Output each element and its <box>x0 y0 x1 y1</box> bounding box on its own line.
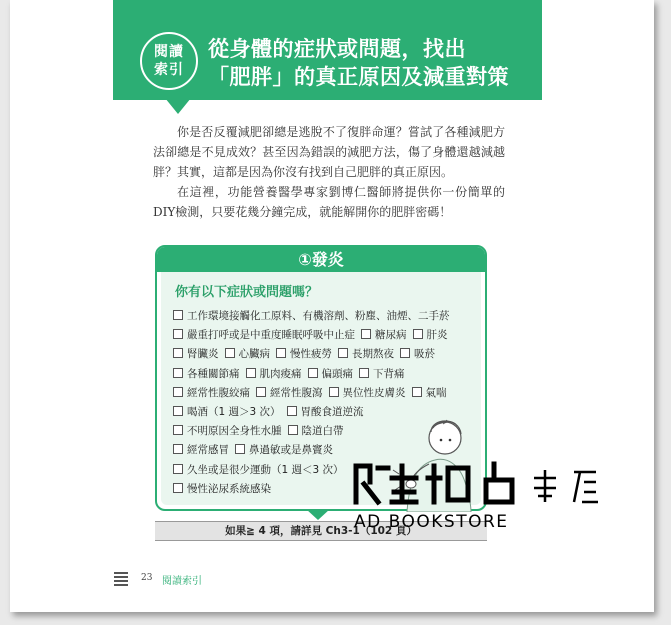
checklist-row <box>173 345 473 364</box>
symptom-label: 肝炎 <box>426 329 448 342</box>
checkbox[interactable] <box>413 329 423 339</box>
checkbox[interactable] <box>288 425 298 435</box>
checklist-row <box>173 384 473 403</box>
checkbox[interactable] <box>173 348 183 358</box>
symptom-label: 吸菸 <box>414 348 435 361</box>
checkbox[interactable] <box>276 348 286 358</box>
symptom-label: 經常性腹絞痛 <box>187 386 250 399</box>
symptom-label: 經常性腹瀉 <box>270 386 323 399</box>
intro-paragraph-2: 在這裡，功能營養醫學專家劉博仁醫師將提供你一份簡單的DIY檢測，只要花幾分鐘完成，就能解開你的肥胖密碼！ <box>153 185 505 219</box>
checklist-row <box>173 422 473 441</box>
index-badge <box>140 32 198 90</box>
title-line-1: 從身體的症狀或問題，找出 <box>208 37 466 61</box>
checkbox[interactable] <box>246 368 256 378</box>
symptom-label: 久坐或是很少運動（1 週＜3 次） <box>187 463 344 476</box>
checkbox[interactable] <box>225 348 235 358</box>
page-title <box>208 35 538 91</box>
symptom-label: 鼻過敏或是鼻竇炎 <box>249 444 333 457</box>
checkbox[interactable] <box>400 348 410 358</box>
book-page <box>10 0 654 612</box>
checkbox[interactable] <box>173 406 183 416</box>
checkbox[interactable] <box>361 329 371 339</box>
watermark-text: AD BOOKSTORE <box>354 512 509 532</box>
checklist-row <box>173 365 473 384</box>
intro-paragraph-1: 你是否反覆減肥卻總是逃脫不了復胖命運？嘗試了各種減肥方法卻總是不見成效？甚至因為錯誤的減肥方法，傷了身體還越減越胖？其實，這都是因為你沒有找到自己肥胖的真正原因。 <box>153 125 505 179</box>
symptom-label: 經常感冒 <box>187 444 229 457</box>
symptom-label: 長期熬夜 <box>352 348 394 361</box>
checkbox[interactable] <box>173 329 183 339</box>
checkbox[interactable] <box>173 483 183 493</box>
symptom-label: 心臟病 <box>238 348 270 361</box>
checklist-row <box>173 326 473 345</box>
symptom-label: 腎臟炎 <box>187 348 219 361</box>
badge-line-2: 索引 <box>154 62 184 78</box>
footer-stripes-icon <box>114 572 128 588</box>
result-note: 如果≧ 4 項，請詳見 Ch3-1（102 頁） <box>155 521 487 541</box>
checkbox[interactable] <box>173 425 183 435</box>
checkbox[interactable] <box>256 387 266 397</box>
page-number: 23 <box>141 573 153 583</box>
symptom-label: 喝酒（1 週＞3 次） <box>187 406 281 419</box>
checkbox[interactable] <box>287 406 297 416</box>
checkbox[interactable] <box>412 387 422 397</box>
checkbox[interactable] <box>235 444 245 454</box>
symptom-label: 異位性皮膚炎 <box>342 386 406 399</box>
symptom-label: 工作環境接觸化工原料、有機溶劑、粉塵、油煙、二手菸 <box>187 310 450 322</box>
checklist-row <box>173 307 473 326</box>
symptom-label: 陰道白帶 <box>301 425 344 438</box>
checkbox[interactable] <box>173 444 183 454</box>
symptom-label: 下背痛 <box>373 367 405 380</box>
checkbox[interactable] <box>329 387 339 397</box>
checkbox[interactable] <box>173 368 183 378</box>
symptom-label: 慢性疲勞 <box>290 348 332 361</box>
symptom-label: 不明原因全身性水腫 <box>187 425 282 438</box>
symptom-label: 胃酸食道逆流 <box>300 406 364 419</box>
checkbox[interactable] <box>308 368 318 378</box>
checklist-question: 你有以下症狀或問題嗎？ <box>175 285 319 300</box>
badge-line-1: 閱讀 <box>154 44 184 60</box>
checkbox[interactable] <box>173 387 183 397</box>
checklist-heading: ①發炎 <box>157 247 485 272</box>
checkbox[interactable] <box>338 348 348 358</box>
symptom-label: 肌肉痠痛 <box>259 367 302 380</box>
footer-section-label: 閱讀索引 <box>162 576 202 587</box>
symptom-label: 慢性泌尿系統感染 <box>187 482 271 495</box>
title-line-2: 「肥胖」的真正原因及減重對策 <box>208 65 509 89</box>
checkbox[interactable] <box>173 310 183 320</box>
checkbox[interactable] <box>359 368 369 378</box>
header-pointer <box>165 98 191 114</box>
bookstore-watermark-logo <box>348 458 648 508</box>
symptom-label: 糖尿病 <box>375 329 407 342</box>
symptom-label: 氣喘 <box>425 386 447 399</box>
checkbox[interactable] <box>173 464 183 474</box>
symptom-label: 嚴重打呼或是中重度睡眠呼吸中止症 <box>187 329 355 342</box>
checklist-row <box>173 403 473 422</box>
symptom-label: 偏頭痛 <box>321 367 353 380</box>
symptom-label: 各種關節痛 <box>187 367 240 380</box>
intro-text <box>153 122 505 222</box>
checklist-pointer <box>306 509 330 520</box>
